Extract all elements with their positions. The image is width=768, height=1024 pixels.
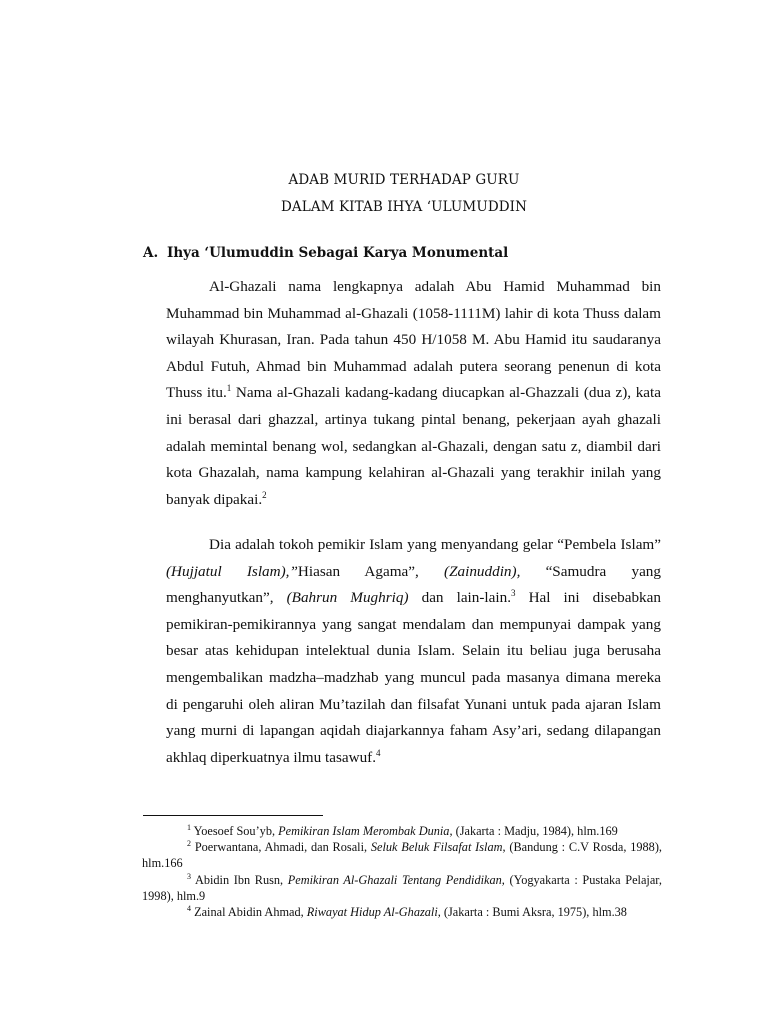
footnote-publication: (Jakarta : Bumi Aksra, 1975), hlm.38 [440, 905, 627, 920]
footnote-publication: (Bandung : C.V Rosda, 1988), hlm.166 [142, 840, 662, 871]
footnote-author: Yoesoef Sou’yb, [193, 824, 279, 838]
footnote-1 [142, 823, 662, 839]
footnote-number: 4 [187, 904, 191, 914]
footnote-author: Abidin Ibn Rusn, [194, 872, 288, 887]
footnote-title: Riwayat Hidup Al-Ghazali, [306, 905, 441, 920]
footnote-number: 1 [187, 823, 191, 832]
footnote-2 [142, 839, 662, 871]
section-heading-text: Ihya ‘Ulumuddin Sebagai Karya Monumental [167, 245, 509, 261]
footnote-title: Seluk Beluk Filsafat Islam, [370, 840, 506, 855]
footnote-ref-2[interactable]: 2 [262, 489, 267, 500]
footnote-title: Pemikiran Islam Merombak Dunia, [278, 824, 453, 838]
paragraph-2-italic-b: (Zainuddin), [444, 562, 521, 580]
footnotes [142, 823, 662, 920]
paragraph-1-text-a: Al-Ghazali nama lengkapnya adalah Abu Hamid Muhammad bin Muhammad bin Muhammad al-Ghazali (1058-1111M) lahir di kota Thuss dalam wilayah Khurasan, Iran. Pada tahun 450 H/1058 M. Abu Hamid itu saudaranya Abdul Futuh, Ahmad bin Muhammad adalah putera seorang penenun di kota Thuss itu. [166, 278, 661, 402]
footnote-3 [142, 872, 662, 904]
footnote-ref-4[interactable]: 4 [376, 747, 381, 758]
footnote-number: 3 [187, 871, 191, 881]
footnote-ref-1[interactable]: 1 [226, 383, 232, 394]
section-letter: A. [143, 245, 159, 261]
paragraph-2-italic-a: (Hujjatul Islam),” [166, 562, 298, 580]
paragraph-2-text-a: Dia adalah tokoh pemikir Islam yang menyandang gelar “Pembela Islam” [209, 536, 661, 553]
footnote-4 [142, 904, 662, 920]
title-line-1: ADAB MURID TERHADAP GURU [288, 172, 520, 188]
paragraph-1 [166, 274, 661, 513]
footnote-author: Zainal Abidin Ahmad, [194, 905, 307, 920]
footnote-author: Poerwantana, Ahmadi, dan Rosali, [194, 840, 371, 855]
section-heading [143, 245, 508, 261]
footnote-number: 2 [187, 839, 191, 849]
footnote-divider [143, 815, 323, 816]
footnote-publication: (Jakarta : Madju, 1984), hlm.169 [452, 824, 618, 838]
paragraph-2 [166, 532, 661, 771]
paragraph-1-text-b: Nama al-Ghazali kadang-kadang diucapkan al-Ghazzali (dua z), kata ini berasal dari ghazzal, artinya tukang pintal benang, pekerjaan ayah ghazali adalah memintal benang wol, sedangkan al-Ghazali, dengan satu z, diambil dari kota Ghazalah, nama kampung kelahiran al-Ghazali yang terakhir inilah yang banyak dipakai. [166, 384, 661, 508]
paragraph-2-text-c: “Samudra yang menghanyutkan”, [166, 562, 661, 607]
paragraph-2-text-e: Hal ini disebabkan pemikiran-pemikirannya yang sangat mendalam dan mempunyai dampak yang besar atas kehidupan intelektual dunia Islam. Selain itu beliau juga berusaha mengembalikan madzha–madzhab yang muncul pada masanya dimana mereka di pengaruhi oleh aliran Mu’tazilah dan filsafat Yunani untuk pada ajaran Islam yang murni di lapangan aqidah diajarkannya faham Asy’ari, sedang dilapangan akhlaq diperkuatnya ilmu tasawuf. [166, 589, 661, 766]
title-line-2: DALAM KITAB IHYA ‘ULUMUDDIN [280, 199, 528, 215]
footnote-publication: (Yogyakarta : Pustaka Pelajar, 1998), hlm.9 [142, 872, 662, 903]
footnote-ref-3[interactable]: 3 [511, 588, 516, 599]
paragraph-2-text-b: Hiasan Agama”, [297, 562, 445, 580]
paragraph-2-italic-c: (Bahrun Mughriq) [286, 589, 409, 607]
footnote-title: Pemikiran Al-Ghazali Tentang Pendidikan, [287, 872, 505, 887]
paragraph-2-text-d: dan lain-lain. [408, 589, 511, 607]
